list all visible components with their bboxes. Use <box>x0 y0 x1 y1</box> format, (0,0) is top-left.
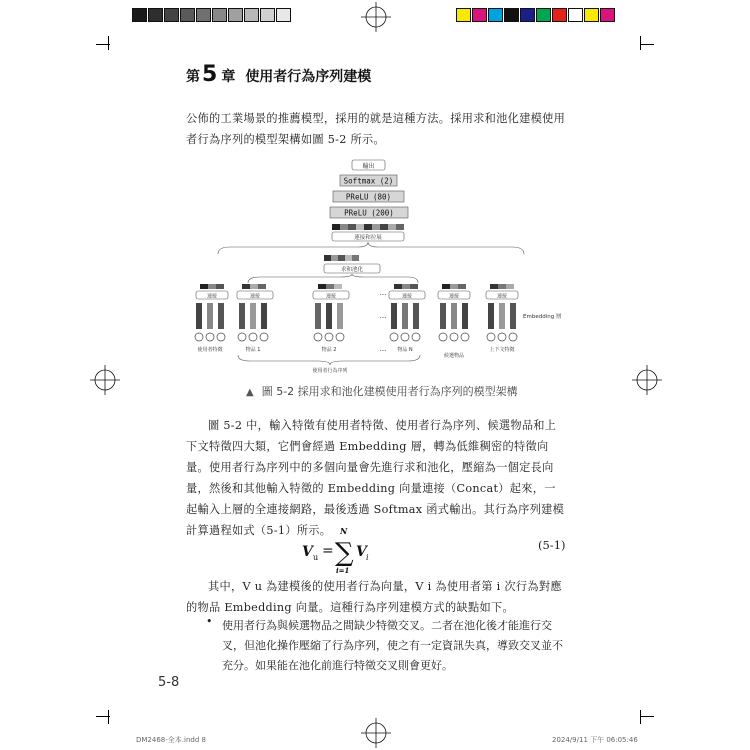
block-label: 連接 <box>496 293 508 300</box>
registration-mark-right <box>632 362 662 398</box>
ellipsis: ... <box>379 312 387 320</box>
formula-5-1 <box>300 525 420 575</box>
swatch <box>212 8 227 22</box>
formula-sum-upper: N <box>340 526 348 536</box>
swatch <box>520 8 535 22</box>
swatch <box>568 8 583 22</box>
swatch <box>148 8 163 22</box>
crop-mark <box>640 716 654 717</box>
bullet-item: 使用者行為與候選物品之間缺少特徵交叉。二者在池化後才能進行交叉，但池化操作壓縮了行為序列，使之有一定資訊失真，導致交叉並不充分。如果能在池化前進行特徵交叉則會更好。 <box>222 619 563 672</box>
chapter-title: 使用者行為序列建模 <box>245 69 372 85</box>
swatch <box>584 8 599 22</box>
crop-mark <box>108 710 109 724</box>
swatch <box>536 8 551 22</box>
swatch <box>132 8 147 22</box>
registration-mark-bottom <box>358 718 394 748</box>
concat-brace <box>218 242 524 254</box>
swatch <box>600 8 615 22</box>
sum-sign-icon: ∑ <box>335 538 354 568</box>
chapter-header <box>186 64 371 86</box>
prelu-200-layer-label: PReLU (200) <box>344 208 394 218</box>
formula-term-sub: i <box>366 553 369 562</box>
figure-caption <box>246 383 518 399</box>
swatch <box>276 8 291 22</box>
slug-left: DM2468-全本.indd 8 <box>136 736 206 744</box>
item-2-group <box>313 284 349 353</box>
swatch <box>180 8 195 22</box>
block-label: 連接 <box>325 293 337 300</box>
context-feature-label: 上下文特徵 <box>489 347 515 353</box>
output-label: 輸出 <box>362 163 375 170</box>
swatch <box>504 8 519 22</box>
page-number: 5-8 <box>158 675 180 690</box>
formula-lhs: V <box>302 544 313 560</box>
user-feature-group <box>195 284 228 353</box>
slug-right: 2024/9/11 下午 06:05:46 <box>552 736 638 744</box>
embedding-layer-label: Embedding 層 <box>523 314 562 320</box>
swatch <box>196 8 211 22</box>
crop-mark <box>96 716 110 717</box>
pooling-brace <box>248 274 418 283</box>
intro-paragraph: 公佈的工業場景的推薦模型，採用的就是這種方法。採用求和池化建模使用者行為序列的模型架構如圖 5-2 所示。 <box>186 112 566 146</box>
swatch <box>472 8 487 22</box>
bullet-marker: • <box>206 615 213 628</box>
chapter-number: 5 <box>202 62 218 87</box>
registration-mark-top <box>358 2 394 32</box>
context-feature-group <box>486 284 518 353</box>
explanation-paragraph: 其中，V u 為建模後的使用者行為向量，V i 為使用者第 i 次行為對應的物品 Embedding 向量。這種行為序列建模方式的缺點如下。 <box>186 580 562 614</box>
crop-mark <box>640 36 641 50</box>
item-1-group <box>237 284 273 353</box>
concat-vector <box>332 224 404 230</box>
swatch <box>260 8 275 22</box>
body-paragraph: 圖 5-2 中，輸入特徵有使用者特徵、使用者行為序列、候選物品和上下文特徵四大類，它們會經過 Embedding 層，轉為低維稠密的特徵向量。使用者行為序列中的多個向量會先進行求和池化，壓縮為一個定長向量，然後和其他輸入特徵的 Embedding 向量連接（Concat）起來，一起輸入上層的全連接網路，最後透過 Softmax 函式輸出。其行為序列建模計算過程如式（5-1）所示。 <box>186 419 565 537</box>
caption-text: 圖 5-2 採用求和池化建模使用者行為序列的模型架構 <box>261 385 518 398</box>
chapter-suffix: 章 <box>221 69 236 85</box>
sequence-label: 使用者行為序列 <box>312 368 348 374</box>
item-n-group <box>389 284 425 353</box>
sum-pooling-label: 求和池化 <box>340 267 364 273</box>
swatch <box>244 8 259 22</box>
user-feature-label: 使用者特徵 <box>197 347 223 353</box>
ellipsis: ... <box>379 345 387 353</box>
block-label: 連接 <box>401 293 413 300</box>
swatch <box>488 8 503 22</box>
candidate-item-label: 候選物品 <box>443 353 465 359</box>
sequence-brace <box>238 355 420 365</box>
registration-mark-left <box>90 362 120 398</box>
formula-sum-lower: i=1 <box>336 566 350 575</box>
block-label: 連接 <box>448 293 460 300</box>
concat-label: 連接和拉展 <box>354 235 382 241</box>
swatch <box>552 8 567 22</box>
item-2-label: 物品 2 <box>321 347 337 353</box>
formula-term: V <box>356 544 367 560</box>
swatch <box>456 8 471 22</box>
crop-mark <box>108 36 109 50</box>
formula-lhs-sub: u <box>313 553 319 562</box>
prelu-80-layer-label: PReLU (80) <box>345 192 392 202</box>
ellipsis: ... <box>379 289 387 297</box>
candidate-item-group <box>438 284 470 359</box>
block-label: 連接 <box>206 293 218 300</box>
formula-equals: = <box>322 543 334 559</box>
item-n-label: 物品 N <box>397 347 413 353</box>
item-1-label: 物品 1 <box>245 347 261 353</box>
pooled-vector <box>324 255 359 261</box>
model-architecture-diagram <box>190 158 562 376</box>
swatch <box>228 8 243 22</box>
softmax-layer-label: Softmax (2) <box>343 176 394 186</box>
crop-mark <box>640 710 641 724</box>
equation-number: (5-1) <box>538 538 566 552</box>
crop-mark <box>640 44 654 45</box>
crop-mark <box>96 44 110 45</box>
chapter-prefix: 第 <box>186 69 200 85</box>
caption-marker-icon: ▲ <box>246 387 254 398</box>
block-label: 連接 <box>249 293 261 300</box>
swatch <box>164 8 179 22</box>
